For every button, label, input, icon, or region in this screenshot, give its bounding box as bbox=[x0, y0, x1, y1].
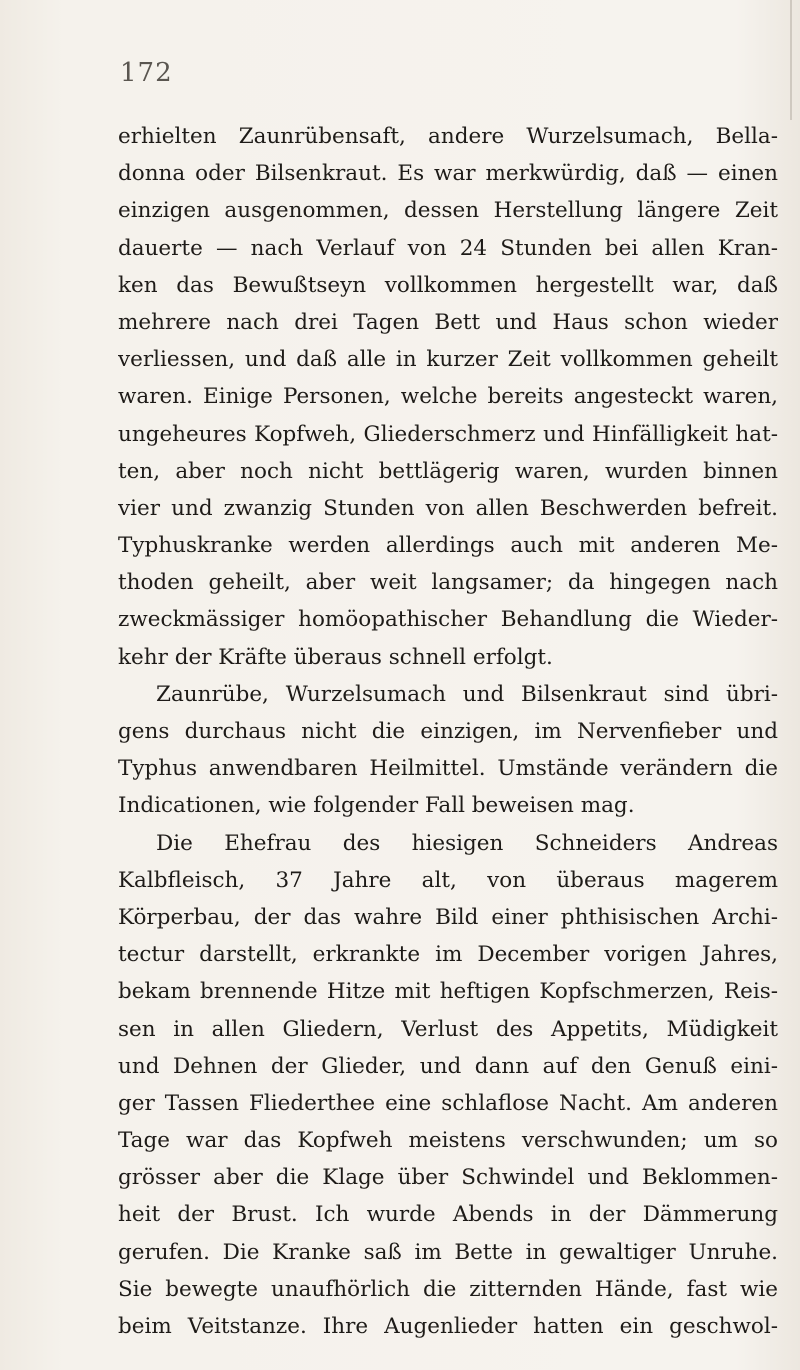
text-line: Körperbau, der das wahre Bild einer phthisischen Archi- bbox=[118, 904, 778, 930]
text-line: Indicationen, wie folgender Fall beweisen mag. bbox=[118, 793, 635, 819]
text-line: Tage war das Kopfweh meistens verschwunden; um so bbox=[118, 1128, 778, 1154]
text-line: vier und zwanzig Stunden von allen Beschwerden befreit. bbox=[118, 495, 778, 521]
text-line: Die Ehefrau des hiesigen Schneiders Andreas bbox=[156, 830, 778, 856]
text-line: ken das Bewußtseyn vollkommen hergestellt war, daß bbox=[118, 272, 778, 298]
text-line: zweckmässiger homöopathischer Behandlung die Wieder- bbox=[118, 607, 778, 633]
page-number: 172 bbox=[120, 58, 173, 88]
text-line: grösser aber die Klage über Schwindel und Beklommen- bbox=[118, 1165, 778, 1191]
text-line: bekam brennende Hitze mit heftigen Kopfschmerzen, Reis- bbox=[118, 979, 778, 1005]
body-text bbox=[118, 118, 778, 1345]
text-line: beim Veitstanze. Ihre Augenlieder hatten ein geschwol- bbox=[118, 1314, 778, 1339]
text-line: erhielten Zaunrübensaft, andere Wurzelsumach, Bella- bbox=[118, 124, 778, 149]
text-line: ungeheures Kopfweh, Gliederschmerz und Hinfälligkeit hat- bbox=[118, 421, 778, 447]
text-line: thoden geheilt, aber weit langsamer; da hingegen nach bbox=[118, 570, 778, 596]
text-line: Sie bewegte unaufhörlich die zitternden Hände, fast wie bbox=[118, 1276, 778, 1302]
text-line: donna oder Bilsenkraut. Es war merkwürdig, daß — einen bbox=[118, 161, 778, 187]
text-line: waren. Einige Personen, welche bereits angesteckt waren, bbox=[118, 384, 778, 410]
text-line: heit der Brust. Ich wurde Abends in der Dämmerung bbox=[118, 1202, 778, 1228]
text-line: verliessen, und daß alle in kurzer Zeit vollkommen geheilt bbox=[118, 347, 778, 373]
text-line: Zaunrübe, Wurzelsumach und Bilsenkraut sind übri- bbox=[156, 681, 778, 707]
text-line: Typhus anwendbaren Heilmittel. Umstände verändern die bbox=[118, 756, 778, 782]
text-line: und Dehnen der Glieder, und dann auf den Genuß eini- bbox=[118, 1053, 778, 1079]
text-line: kehr der Kräfte überaus schnell erfolgt. bbox=[118, 644, 553, 670]
text-line: einzigen ausgenommen, dessen Herstellung längere Zeit bbox=[118, 198, 778, 224]
text-line: gerufen. Die Kranke saß im Bette in gewaltiger Unruhe. bbox=[118, 1239, 778, 1265]
text-line: gens durchaus nicht die einzigen, im Nervenfieber und bbox=[118, 719, 778, 744]
text-line: ten, aber noch nicht bettlägerig waren, wurden binnen bbox=[118, 458, 778, 484]
text-line: ger Tassen Fliederthee eine schlaflose Nacht. Am anderen bbox=[118, 1090, 778, 1116]
text-line: dauerte — nach Verlauf von 24 Stunden bei allen Kran- bbox=[118, 235, 778, 261]
text-line: Typhuskranke werden allerdings auch mit anderen Me- bbox=[118, 533, 778, 559]
text-line: sen in allen Gliedern, Verlust des Appetits, Müdigkeit bbox=[118, 1016, 778, 1042]
text-line: mehrere nach drei Tagen Bett und Haus schon wieder bbox=[118, 309, 778, 335]
text-line: tectur darstellt, erkrankte im December vorigen Jahres, bbox=[118, 942, 778, 968]
text-line: Kalbfleisch, 37 Jahre alt, von überaus magerem bbox=[118, 867, 778, 893]
page-edge-shadow bbox=[790, 0, 792, 120]
